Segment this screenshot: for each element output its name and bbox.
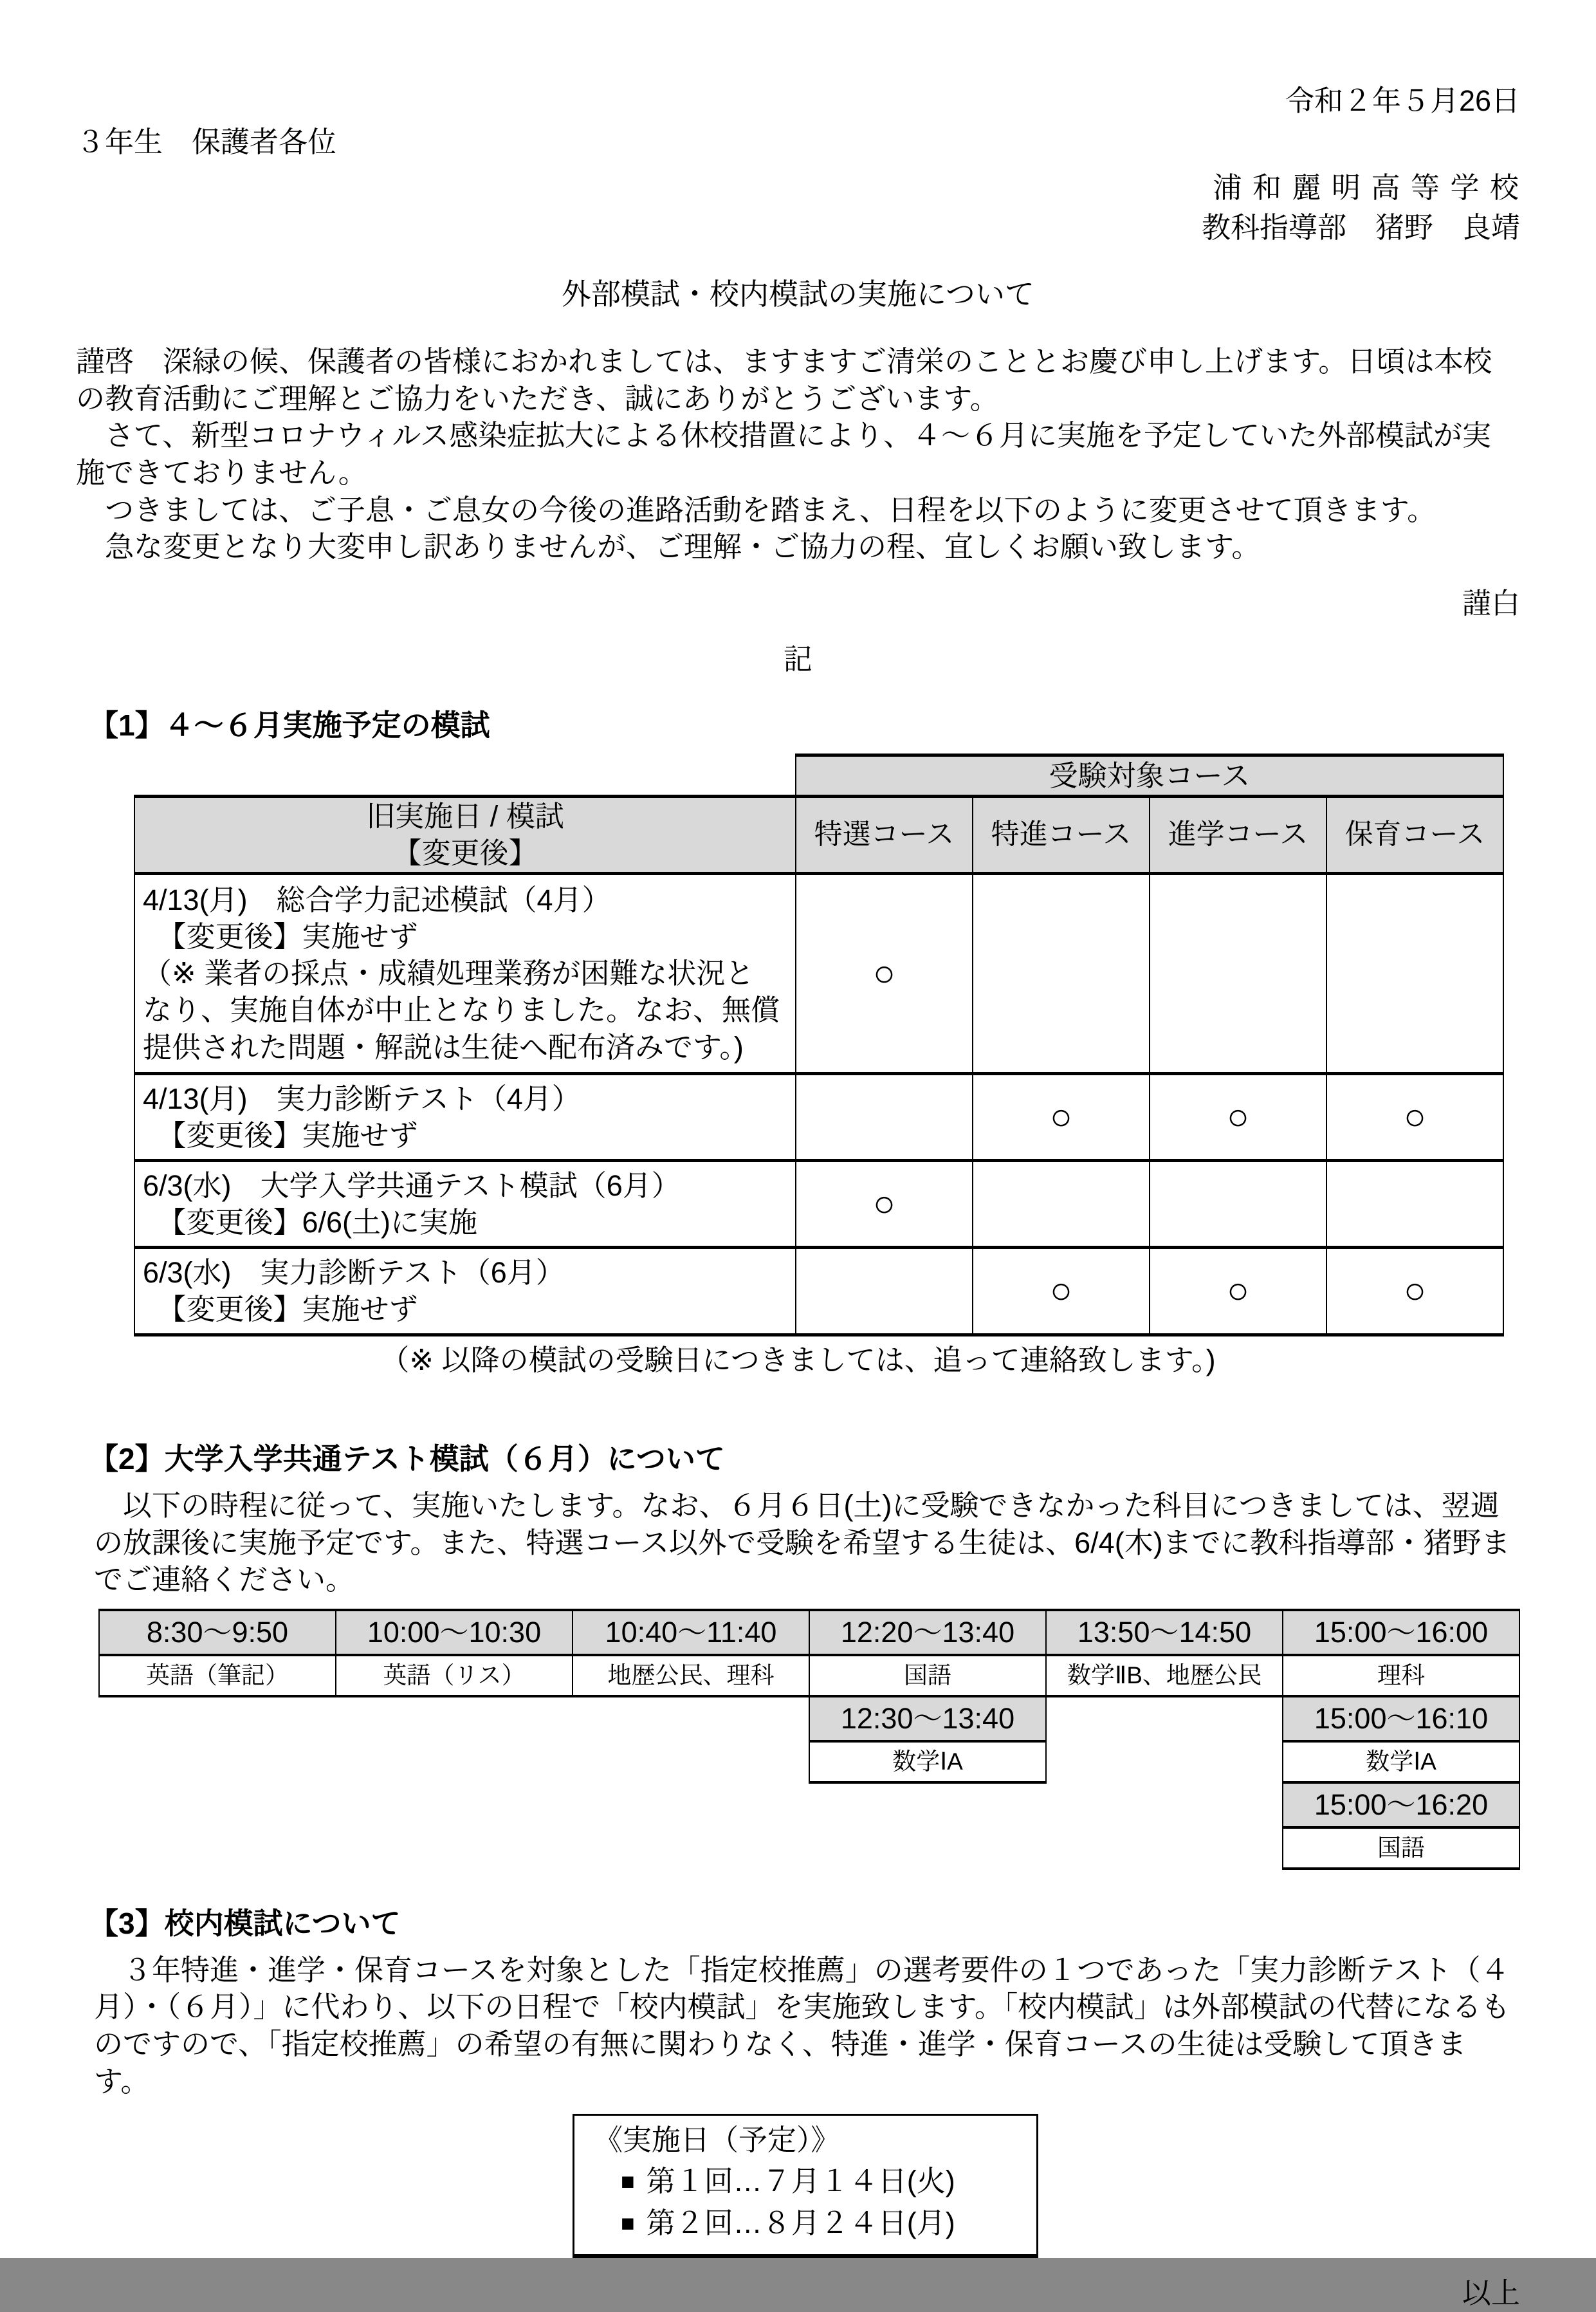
subject-cell: 英語（リス） — [336, 1655, 573, 1696]
time-slot: 12:30～13:40 — [809, 1696, 1046, 1741]
mark-cell — [1326, 874, 1503, 1074]
document-title: 外部模試・校内模試の実施について — [561, 277, 1035, 311]
exam-description-cell — [134, 1161, 796, 1248]
planned-dates-title: 《実施日（予定）》 — [594, 2123, 840, 2157]
time-slot: 15:00～16:10 — [1283, 1696, 1519, 1741]
empty-cell — [99, 1696, 809, 1741]
timetable-extra-time-row — [99, 1696, 1519, 1741]
table-row — [134, 1248, 1503, 1335]
empty-cell — [1046, 1696, 1283, 1741]
subject-cell: 地歴公民、理科 — [573, 1655, 809, 1696]
intro-paragraph-1: 謹啓 深緑の候、保護者の皆様におかれましては、ますますご清栄のこととお慶び申し上げます。日頃は本校の教育活動にご理解とご協力をいただき、誠にありがとうございます。 — [76, 345, 1492, 415]
course-header-tokushin: 特進コース — [973, 796, 1150, 873]
table-row — [134, 1073, 1503, 1160]
intro-paragraphs — [76, 343, 1520, 566]
time-slot: 10:40～11:40 — [573, 1610, 809, 1655]
row-header-line-2: 【変更後】 — [392, 837, 538, 870]
section-2 — [76, 1440, 1520, 1870]
row-header-cell — [134, 796, 796, 873]
empty-cell — [99, 1827, 1283, 1869]
mark-cell: ○ — [796, 874, 973, 1074]
section-2-paragraph: 以下の時程に従って、実施いたします。なお、６月６日(土)に受験できなかった科目につきましては、翌週の放課後に実施予定です。また、特選コース以外で受験を希望する生徒は、6/4(木)までに教科指導部・猪野までご連絡ください。 — [94, 1489, 1510, 1596]
course-header-tokusen: 特選コース — [796, 796, 973, 873]
exam-description-cell — [134, 1073, 796, 1160]
desc-line: 【変更後】実施せず — [143, 1293, 418, 1326]
time-slot: 15:00～16:20 — [1283, 1782, 1519, 1827]
table-row — [134, 874, 1503, 1074]
mark-cell — [973, 874, 1150, 1074]
square-bullet-icon: ■ — [621, 2210, 635, 2237]
empty-cell — [99, 1741, 809, 1782]
timetable-subject-row — [99, 1655, 1519, 1696]
blank-corner-cell — [134, 755, 796, 796]
exam-description-cell — [134, 1248, 796, 1335]
span-header-row — [134, 755, 1503, 796]
intro-paragraph-2: さて、新型コロナウィルス感染症拡大による休校措置により、４～６月に実施を予定していた外部模試が実施できておりません。 — [76, 419, 1492, 490]
timetable-time-row — [99, 1610, 1519, 1655]
subject-cell: 国語 — [1283, 1827, 1519, 1869]
course-header-shingaku: 進学コース — [1150, 796, 1326, 873]
span-header-cell: 受験対象コース — [796, 755, 1503, 796]
mark-cell: ○ — [1326, 1248, 1503, 1335]
planned-date-text: 第２回…８月２４日(月) — [646, 2206, 955, 2240]
school-name: 浦 和 麗 明 高 等 学 校 — [1213, 171, 1520, 205]
planned-date-item — [594, 2202, 1023, 2244]
desc-line: 提供された問題・解説は生徒へ配布済みです。) — [143, 1030, 744, 1064]
desc-line: 【変更後】6/6(土)に実施 — [143, 1206, 478, 1239]
time-slot: 15:00～16:00 — [1283, 1610, 1519, 1655]
desc-line: 6/3(水) 実力診断テスト（6月） — [143, 1256, 565, 1290]
timetable-extra-time-row — [99, 1782, 1519, 1827]
empty-cell — [1046, 1741, 1283, 1782]
course-header-hoiku: 保育コース — [1326, 796, 1503, 873]
subject-cell: 英語（筆記） — [99, 1655, 336, 1696]
planned-dates-box — [573, 2114, 1038, 2258]
desc-line: （※ 業者の採点・成績処理業務が困難な状況と — [143, 957, 755, 990]
mark-cell: ○ — [1150, 1248, 1326, 1335]
mark-cell: ○ — [1150, 1073, 1326, 1160]
intro-paragraph-4: 急な変更となり大変申し訳ありませんが、ご理解・ご協力の程、宜しくお願い致します。 — [76, 530, 1261, 564]
desc-line: 4/13(月) 実力診断テスト（4月） — [143, 1082, 581, 1115]
subject-cell: 理科 — [1283, 1655, 1519, 1696]
subject-cell: 数学ⅡB、地歴公民 — [1046, 1655, 1283, 1696]
mark-cell — [1150, 874, 1326, 1074]
closing-word: 謹白 — [1462, 586, 1520, 620]
mark-cell: ○ — [973, 1248, 1150, 1335]
timetable-extra-subject-row — [99, 1827, 1519, 1869]
exam-description-cell — [134, 874, 796, 1074]
section-2-heading: 【2】大学入学共通テスト模試（６月）について — [89, 1442, 725, 1476]
planned-date-item — [594, 2160, 1023, 2202]
mark-cell — [796, 1248, 973, 1335]
moshi-schedule-table — [134, 754, 1504, 1336]
empty-cell — [99, 1782, 1283, 1827]
time-slot: 12:20～13:40 — [809, 1610, 1046, 1655]
section-3 — [76, 1905, 1520, 2259]
square-bullet-icon: ■ — [621, 2167, 635, 2194]
mark-cell — [1326, 1161, 1503, 1248]
table-footnote: （※ 以降の模試の受験日につきましては、追って連絡致します。) — [380, 1343, 1216, 1376]
mark-cell: ○ — [973, 1073, 1150, 1160]
timetable — [98, 1609, 1520, 1870]
desc-line: 【変更後】実施せず — [143, 1118, 418, 1152]
subject-cell: 国語 — [809, 1655, 1046, 1696]
row-header-line-1: 旧実施日 / 模試 — [366, 799, 564, 833]
table-row — [134, 1161, 1503, 1248]
column-header-row — [134, 796, 1503, 873]
mark-cell — [796, 1073, 973, 1160]
mark-cell: ○ — [1326, 1073, 1503, 1160]
desc-line: なり、実施自体が中止となりました。なお、無償 — [143, 994, 780, 1027]
desc-line: 4/13(月) 総合学力記述模試（4月） — [143, 883, 611, 917]
timetable-extra-subject-row — [99, 1741, 1519, 1782]
planned-date-text: 第１回…７月１４日(火) — [646, 2164, 955, 2197]
section-1-heading: 【1】４～６月実施予定の模試 — [89, 708, 490, 742]
desc-line: 【変更後】実施せず — [143, 920, 418, 954]
desc-line: 6/3(水) 大学入学共通テスト模試（6月） — [143, 1169, 681, 1203]
sender-line: 教科指導部 猪野 良靖 — [1201, 210, 1520, 244]
mark-cell: ○ — [796, 1161, 973, 1248]
intro-paragraph-3: つきましては、ご子息・ご息女の今後の進路活動を踏まえ、日程を以下のように変更させて頂きます。 — [76, 493, 1436, 526]
mark-cell — [1150, 1161, 1326, 1248]
subject-cell: 数学ⅠA — [809, 1741, 1046, 1782]
date-line: 令和２年５月26日 — [1285, 84, 1520, 117]
subject-cell: 数学ⅠA — [1283, 1741, 1519, 1782]
time-slot: 10:00～10:30 — [336, 1610, 573, 1655]
end-mark: 以上 — [1462, 2277, 1520, 2310]
record-mark: 記 — [783, 643, 812, 676]
time-slot: 8:30～9:50 — [99, 1610, 336, 1655]
section-3-paragraph: ３年特進・進学・保育コースを対象とした「指定校推薦」の選考要件の１つであった「実力診断テスト（４月）・（６月）」に代わり、以下の日程で「校内模試」を実施致します。「校内模試」は外部模試の代替になるものですので、「指定校推薦」の希望の有無に関わりなく、特進・進学・保育コースの生徒は受験して頂きます。 — [94, 1953, 1510, 2098]
time-slot: 13:50～14:50 — [1046, 1610, 1283, 1655]
section-1 — [76, 707, 1520, 1378]
addressee-line: ３年生 保護者各位 — [76, 125, 337, 158]
section-3-heading: 【3】校内模試について — [89, 1906, 401, 1940]
mark-cell — [973, 1161, 1150, 1248]
